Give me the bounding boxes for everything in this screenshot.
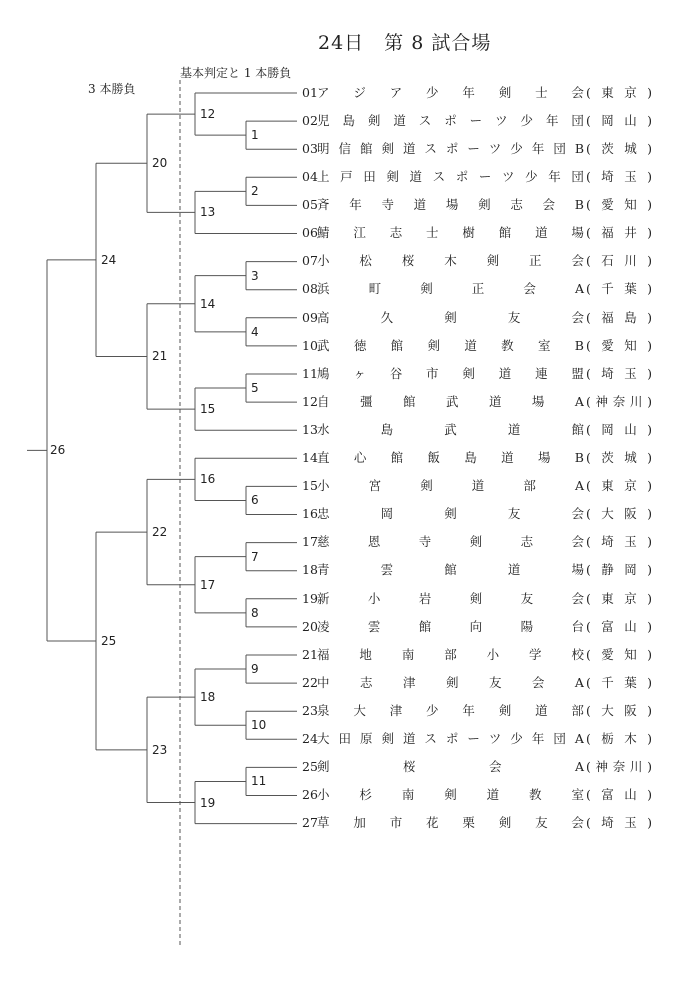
- match-number: 14: [200, 296, 216, 311]
- team-prefecture: ( 千 葉 ): [586, 674, 652, 690]
- team-row: [302, 336, 652, 356]
- team-number: 04: [302, 169, 318, 185]
- match-number: 23: [152, 742, 168, 757]
- team-number: 16: [302, 506, 318, 522]
- team-row: [302, 701, 652, 721]
- team-prefecture: ( 石 川 ): [586, 253, 652, 269]
- team-prefecture: ( 神 奈 川 ): [586, 393, 652, 409]
- team-prefecture: ( 大 阪 ): [586, 506, 652, 522]
- team-prefecture: ( 神 奈 川 ): [586, 759, 652, 775]
- team-prefecture: ( 東 京 ): [586, 478, 652, 494]
- match-number: 9: [251, 662, 259, 677]
- team-name: 水 島 武 道 館: [317, 421, 584, 437]
- team-row: [302, 476, 652, 496]
- team-number: 23: [302, 702, 318, 718]
- team-row: [302, 280, 652, 300]
- team-number: 11: [302, 365, 318, 381]
- team-prefecture: ( 埼 玉 ): [586, 365, 652, 381]
- team-row: [302, 673, 652, 693]
- match-number: 11: [251, 774, 267, 789]
- match-number: 12: [200, 107, 216, 122]
- team-number: 17: [302, 534, 318, 550]
- team-row: [302, 195, 652, 215]
- team-name: 慈 恩 寺 剣 志 会: [317, 534, 584, 550]
- team-row: [302, 561, 652, 581]
- match-number: 26: [50, 443, 66, 458]
- team-prefecture: ( 富 山 ): [586, 618, 652, 634]
- match-number: 21: [152, 349, 168, 364]
- page-title: 24日 第 8 試合場: [318, 32, 492, 54]
- team-name: 鳩 ヶ 谷 市 剣 道 連 盟: [317, 365, 584, 381]
- team-prefecture: ( 栃 木 ): [586, 731, 652, 747]
- team-row: [302, 617, 652, 637]
- match-number: 24: [101, 252, 117, 267]
- team-number: 15: [302, 478, 318, 494]
- team-number: 27: [302, 815, 318, 831]
- match-number: 7: [251, 549, 259, 564]
- team-number: 01: [302, 84, 318, 100]
- team-name: 青 雲 館 道 場: [317, 562, 584, 578]
- team-prefecture: ( 静 岡 ): [586, 562, 652, 578]
- team-row: [302, 392, 652, 412]
- team-number: 26: [302, 787, 318, 803]
- match-number: 8: [251, 605, 259, 620]
- team-prefecture: ( 愛 知 ): [586, 337, 652, 353]
- team-prefecture: ( 福 井 ): [586, 225, 652, 241]
- team-number: 21: [302, 646, 318, 662]
- match-number: 16: [200, 472, 216, 487]
- team-number: 13: [302, 421, 318, 437]
- team-name: 児 島 剣 道 ス ポ ー ツ 少 年 団: [317, 112, 584, 128]
- match-number: 13: [200, 205, 216, 220]
- team-prefecture: ( 愛 知 ): [586, 197, 652, 213]
- team-row: [302, 139, 652, 159]
- team-row: [302, 448, 652, 468]
- match-number: 3: [251, 268, 259, 283]
- team-number: 19: [302, 590, 318, 606]
- team-number: 05: [302, 197, 318, 213]
- team-prefecture: ( 茨 城 ): [586, 140, 652, 156]
- team-row: [302, 364, 652, 384]
- team-prefecture: ( 愛 知 ): [586, 646, 652, 662]
- team-number: 03: [302, 140, 318, 156]
- match-number: 6: [251, 493, 259, 508]
- team-row: [302, 786, 652, 806]
- team-name: 武 徳 館 剣 道 教 室 B: [317, 337, 584, 353]
- match-number: 19: [200, 795, 216, 810]
- team-name: 斉 年 寺 道 場 剣 志 会 B: [317, 197, 584, 213]
- match-number: 5: [251, 381, 259, 396]
- team-row: [302, 757, 652, 777]
- team-prefecture: ( 千 葉 ): [586, 281, 652, 297]
- team-name: 草 加 市 花 栗 剣 友 会: [317, 815, 584, 831]
- team-prefecture: ( 埼 玉 ): [586, 534, 652, 550]
- team-name: 直 心 館 飯 島 道 場 B: [317, 450, 584, 466]
- team-row: [302, 111, 652, 131]
- team-number: 07: [302, 253, 318, 269]
- team-name: 泉 大 津 少 年 剣 道 部: [317, 702, 584, 718]
- team-number: 22: [302, 674, 318, 690]
- team-name: 浜 町 剣 正 会 A: [317, 281, 584, 297]
- team-number: 14: [302, 450, 318, 466]
- match-number: 2: [251, 184, 259, 199]
- team-name: ア ジ ア 少 年 剣 士 会: [317, 84, 584, 100]
- team-row: [302, 224, 652, 244]
- match-number: 20: [152, 156, 168, 171]
- team-number: 18: [302, 562, 318, 578]
- team-name: 小 松 桜 木 剣 正 会: [317, 253, 584, 269]
- team-row: [302, 814, 652, 834]
- team-number: 24: [302, 731, 318, 747]
- match-number: 17: [200, 577, 216, 592]
- team-row: [302, 83, 652, 103]
- match-number: 15: [200, 402, 216, 417]
- team-prefecture: ( 富 山 ): [586, 787, 652, 803]
- match-number: 4: [251, 324, 259, 339]
- team-row: [302, 505, 652, 525]
- team-name: 自 彊 館 武 道 場 A: [317, 393, 584, 409]
- team-name: 凌 雲 館 向 陽 台: [317, 618, 584, 634]
- team-row: [302, 252, 652, 272]
- team-row: [302, 167, 652, 187]
- team-number: 02: [302, 112, 318, 128]
- team-prefecture: ( 東 京 ): [586, 590, 652, 606]
- team-number: 08: [302, 281, 318, 297]
- team-number: 10: [302, 337, 318, 353]
- match-number: 25: [101, 633, 117, 648]
- team-prefecture: ( 埼 玉 ): [586, 815, 652, 831]
- match-number: 22: [152, 525, 168, 540]
- team-name: 新 小 岩 剣 友 会: [317, 590, 584, 606]
- team-prefecture: ( 大 阪 ): [586, 702, 652, 718]
- team-row: [302, 420, 652, 440]
- team-name: 上 戸 田 剣 道 ス ポ ー ツ 少 年 団: [317, 169, 584, 185]
- team-number: 12: [302, 393, 318, 409]
- team-number: 06: [302, 225, 318, 241]
- team-prefecture: ( 岡 山 ): [586, 112, 652, 128]
- team-name: 明 信 館 剣 道 ス ポ ー ツ 少 年 団 B: [317, 140, 584, 156]
- team-name: 鯖 江 志 士 樹 館 道 場: [317, 225, 584, 241]
- team-number: 20: [302, 618, 318, 634]
- team-name: 小 杉 南 剣 道 教 室: [317, 787, 584, 803]
- team-number: 09: [302, 309, 318, 325]
- team-name: 高 久 剣 友 会: [317, 309, 584, 325]
- team-prefecture: ( 福 島 ): [586, 309, 652, 325]
- team-prefecture: ( 埼 玉 ): [586, 169, 652, 185]
- team-name: 大 田 原 剣 道 ス ポ ー ツ 少 年 団 A: [317, 731, 584, 747]
- three-bout-label: 3 本勝負: [88, 82, 136, 96]
- match-number: 18: [200, 690, 216, 705]
- team-row: [302, 533, 652, 553]
- match-number: 10: [251, 718, 267, 733]
- team-row: [302, 729, 652, 749]
- team-prefecture: ( 茨 城 ): [586, 450, 652, 466]
- team-row: [302, 645, 652, 665]
- team-row: [302, 308, 652, 328]
- team-number: 25: [302, 759, 318, 775]
- team-name: 福 地 南 部 小 学 校: [317, 646, 584, 662]
- team-prefecture: ( 岡 山 ): [586, 421, 652, 437]
- team-row: [302, 589, 652, 609]
- team-name: 小 宮 剣 道 部 A: [317, 478, 584, 494]
- match-number: 1: [251, 128, 259, 143]
- team-name: 忠 岡 剣 友 会: [317, 506, 584, 522]
- team-prefecture: ( 東 京 ): [586, 84, 652, 100]
- team-name: 中 志 津 剣 友 会 A: [317, 674, 584, 690]
- basic-judgement-label: 基本判定と 1 本勝負: [180, 66, 292, 80]
- team-name: 剣 桜 会 A: [317, 759, 584, 775]
